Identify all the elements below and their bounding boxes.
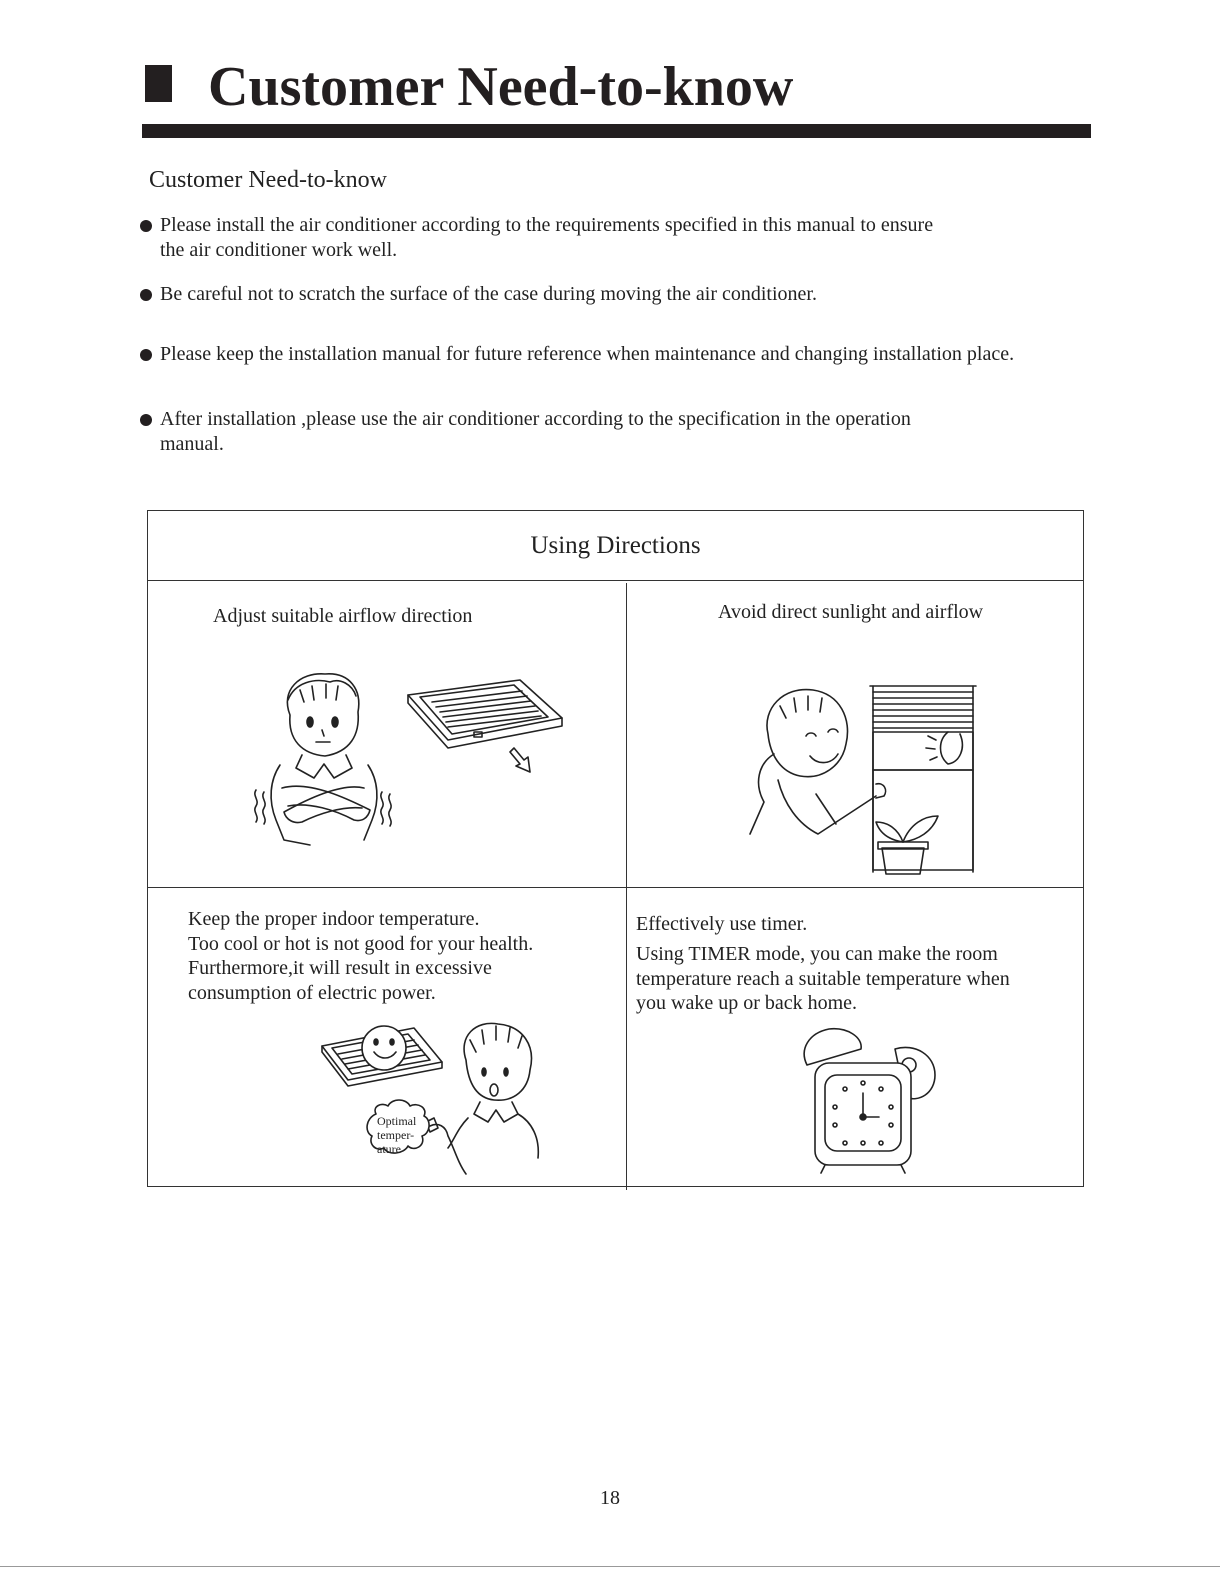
temperature-text: Keep the proper indoor temperature. Too cool or hot is not good for your health. Furthermore,it will result in excessive consumption of electric power. bbox=[188, 908, 534, 1004]
person-closing-blinds-icon bbox=[748, 684, 988, 879]
timer-caption: Effectively use timer. bbox=[636, 913, 808, 935]
directions-column-divider bbox=[626, 583, 627, 1190]
bullet-dot-icon bbox=[140, 289, 152, 301]
bullet-item bbox=[140, 213, 1100, 263]
bullet-text: Please keep the installation manual for future reference when maintenance and changing installation place. bbox=[160, 343, 1015, 365]
bullet-text: Be careful not to scratch the surface of the case during moving the air conditioner. bbox=[160, 283, 817, 305]
bullet-item bbox=[140, 282, 1100, 307]
directions-row-divider bbox=[147, 887, 1084, 888]
timer-text: Using TIMER mode, you can make the room temperature reach a suitable temperature when you wake up or back home. bbox=[636, 943, 1010, 1014]
bullet-dot-icon bbox=[140, 414, 152, 426]
cold-person-and-ceiling-unit-icon bbox=[240, 660, 580, 860]
optimal-temperature-bubble-text: Optimal temper- ature bbox=[377, 1114, 417, 1156]
section-heading: Customer Need-to-know bbox=[149, 167, 387, 193]
bullet-text: Please install the air conditioner according to the requirements specified in this manual to ensure the air conditioner work well. bbox=[160, 214, 934, 261]
smiling-ceiling-unit-and-person-icon bbox=[318, 1018, 558, 1183]
title-rule bbox=[142, 124, 1091, 138]
alarm-clock-icon bbox=[795, 1025, 945, 1175]
page-title: Customer Need-to-know bbox=[208, 56, 794, 118]
bullet-item bbox=[140, 342, 1100, 367]
directions-title: Using Directions bbox=[530, 532, 701, 559]
airflow-caption: Adjust suitable airflow direction bbox=[213, 605, 473, 627]
page-number: 18 bbox=[600, 1487, 620, 1509]
bullet-dot-icon bbox=[140, 349, 152, 361]
bottom-edge-line bbox=[0, 1566, 1220, 1567]
bullet-dot-icon bbox=[140, 220, 152, 232]
bullet-item bbox=[140, 407, 1100, 457]
title-marker-square bbox=[145, 65, 172, 102]
bullet-text: After installation ,please use the air conditioner according to the specification in the operation manual. bbox=[160, 408, 911, 455]
directions-title-divider bbox=[147, 580, 1084, 581]
sunlight-caption: Avoid direct sunlight and airflow bbox=[718, 601, 984, 623]
